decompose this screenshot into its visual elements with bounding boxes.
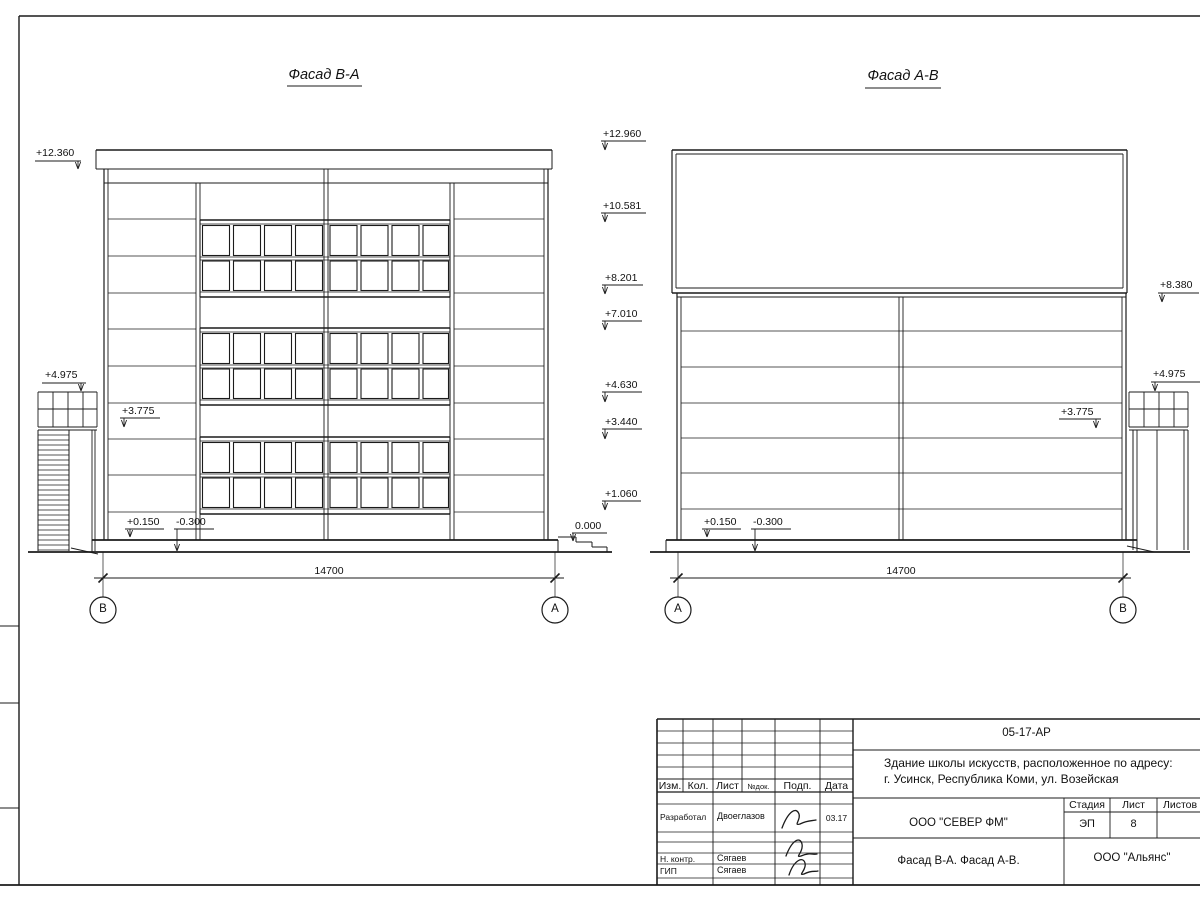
tb-col-podp: Подп. bbox=[783, 780, 812, 792]
project-name-line2: г. Усинск, Республика Коми, ул. Возейская bbox=[884, 772, 1119, 786]
tb-col-kol: Кол. bbox=[687, 780, 709, 792]
elevation-label-ground-right: -0.300 bbox=[753, 516, 783, 528]
tb-col-list: Лист bbox=[716, 780, 739, 792]
tb-sheet-label: Лист bbox=[1122, 799, 1145, 811]
tb-role-gip: ГИП bbox=[660, 866, 677, 876]
elevation-label-floor2-left: +3.775 bbox=[122, 405, 155, 417]
elevation-label-8380: +8.380 bbox=[1160, 279, 1193, 291]
axis-mark-b-right: В bbox=[1119, 603, 1127, 615]
tb-date-developer: 03.17 bbox=[825, 813, 848, 823]
elevation-label-floor2-right: +3.775 bbox=[1061, 406, 1094, 418]
elevation-label-plinth-right: +0.150 bbox=[704, 516, 737, 528]
elevation-label-8201: +8.201 bbox=[605, 272, 638, 284]
tb-stage-value: ЭП bbox=[1079, 818, 1095, 830]
tb-organization: ООО "СЕВЕР ФМ" bbox=[909, 817, 1008, 829]
elevation-label-ground-left: -0.300 bbox=[176, 516, 206, 528]
tb-role-ncontrol: Н. контр. bbox=[660, 854, 696, 864]
elevation-label-3440: +3.440 bbox=[605, 416, 638, 428]
tb-name-developer: Двоеглазов bbox=[717, 811, 765, 821]
doc-number: 05-17-АР bbox=[1002, 727, 1051, 739]
elevation-label-10581: +10.581 bbox=[603, 200, 642, 212]
tb-sheets-label: Листов bbox=[1162, 799, 1198, 811]
tb-col-ndok: №док. bbox=[747, 782, 770, 791]
elevation-label-1060: +1.060 bbox=[605, 488, 638, 500]
tb-name-ncontrol: Сягаев bbox=[717, 853, 747, 863]
dimension-text-right: 14700 bbox=[886, 565, 916, 577]
tb-sheet-content: Фасад В-А. Фасад А-В. bbox=[897, 855, 1020, 867]
elevation-label-stair-right: +4.975 bbox=[1153, 368, 1186, 380]
elevation-label-plinth-left: +0.150 bbox=[127, 516, 160, 528]
elevation-label-stair-left: +4.975 bbox=[45, 369, 78, 381]
elevation-label-entrance: 0.000 bbox=[575, 520, 602, 532]
tb-stage-label: Стадия bbox=[1069, 799, 1105, 811]
left-facade-title: Фасад В-А bbox=[288, 67, 360, 83]
tb-role-developer: Разработал bbox=[660, 812, 707, 822]
elevation-label-roof-left: +12.360 bbox=[36, 147, 75, 159]
project-name-line1: Здание школы искусств, расположенное по адресу: bbox=[884, 756, 1173, 770]
axis-mark-a-right: А bbox=[674, 603, 682, 615]
elevation-label-7010: +7.010 bbox=[605, 308, 638, 320]
tb-col-data: Дата bbox=[824, 780, 849, 792]
tb-sheet-value: 8 bbox=[1130, 818, 1137, 830]
right-facade-title: Фасад А-В bbox=[867, 68, 939, 84]
elevation-label-4630: +4.630 bbox=[605, 379, 638, 391]
dimension-text-left: 14700 bbox=[314, 565, 344, 577]
axis-mark-b-left: В bbox=[99, 603, 107, 615]
tb-contractor: ООО "Альянс" bbox=[1093, 852, 1171, 864]
axis-mark-a-left: А bbox=[551, 603, 559, 615]
tb-col-izm: Изм. bbox=[658, 780, 682, 792]
tb-name-gip: Сягаев bbox=[717, 865, 747, 875]
elevation-label-12960: +12.960 bbox=[603, 128, 642, 140]
